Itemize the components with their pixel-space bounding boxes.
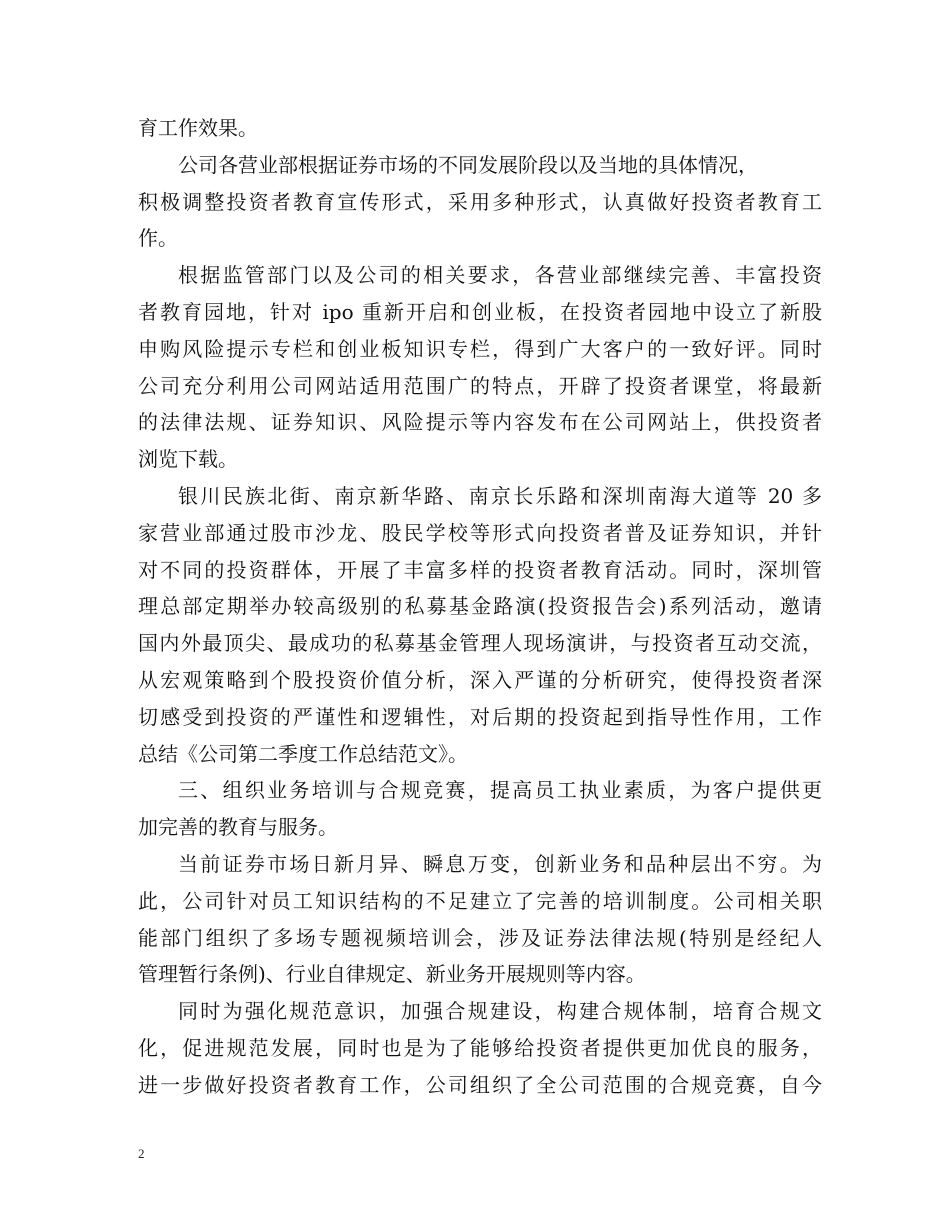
- text-line: 公司充分利用公司网站适用范围广的特点，开辟了投资者课堂，将最新: [138, 373, 822, 398]
- text-line: 国内外最顶尖、最成功的私募基金管理人现场演讲，与投资者互动交流，: [138, 631, 822, 656]
- text-line: 理总部定期举办较高级别的私募基金路演(投资报告会)系列活动，邀请: [138, 594, 822, 619]
- text-line: 切感受到投资的严谨性和逻辑性，对后期的投资起到指导性作用，工作: [138, 704, 822, 729]
- section-heading: 三、组织业务培训与合规竞赛，提高员工执业素质，为客户提供更: [178, 778, 822, 803]
- text-line: 积极调整投资者教育宣传形式，采用多种形式，认真做好投资者教育工: [138, 189, 822, 214]
- text-line: 浏览下载。: [138, 447, 238, 472]
- text-line: 化，促进规范发展，同时也是为了能够给投资者提供更加优良的服务，: [138, 1035, 822, 1060]
- text-line: 作。: [138, 226, 178, 251]
- page-number: 2: [138, 1146, 145, 1161]
- text-line: 家营业部通过股市沙龙、股民学校等形式向投资者普及证券知识，并针: [138, 520, 822, 545]
- text-line: 的法律法规、证券知识、风险提示等内容发布在公司网站上，供投资者: [138, 410, 822, 435]
- text-line: 能部门组织了多场专题视频培训会，涉及证券法律法规(特别是经纪人: [138, 925, 822, 950]
- paragraph-first-line: 当前证券市场日新月异、瞬息万变，创新业务和品种层出不穷。为: [178, 851, 822, 876]
- paragraph-first-line: 公司各营业部根据证券市场的不同发展阶段以及当地的具体情况，: [178, 152, 758, 177]
- text-line: 育工作效果。: [138, 116, 258, 140]
- paragraph-first-line: 银川民族北街、南京新华路、南京长乐路和深圳南海大道等 20 多: [178, 483, 822, 508]
- paragraph-first-line: 根据监管部门以及公司的相关要求，各营业部继续完善、丰富投资: [178, 263, 822, 288]
- text-line: 从宏观策略到个股投资价值分析，深入严谨的分析研究，使得投资者深: [138, 667, 822, 692]
- text-line: 此，公司针对员工知识结构的不足建立了完善的培训制度。公司相关职: [138, 888, 822, 913]
- paragraph-first-line: 同时为强化规范意识，加强合规建设，构建合规体制，培育合规文: [178, 999, 822, 1024]
- text-line: 申购风险提示专栏和创业板知识专栏，得到广大客户的一致好评。同时: [138, 336, 822, 361]
- text-line: 对不同的投资群体，开展了丰富多样的投资者教育活动。同时，深圳管: [138, 557, 822, 582]
- text-line: 者教育园地，针对 ipo 重新开启和创业板，在投资者园地中设立了新股: [138, 299, 822, 324]
- text-line: 管理暂行条例)、行业自律规定、新业务开展规则等内容。: [138, 962, 646, 987]
- text-line: 进一步做好投资者教育工作，公司组织了全公司范围的合规竞赛，自今: [138, 1072, 822, 1097]
- body-text: [138, 110, 822, 1104]
- text-line: 加完善的教育与服务。: [138, 815, 338, 840]
- text-line: 总结《公司第二季度工作总结范文》。: [138, 741, 468, 766]
